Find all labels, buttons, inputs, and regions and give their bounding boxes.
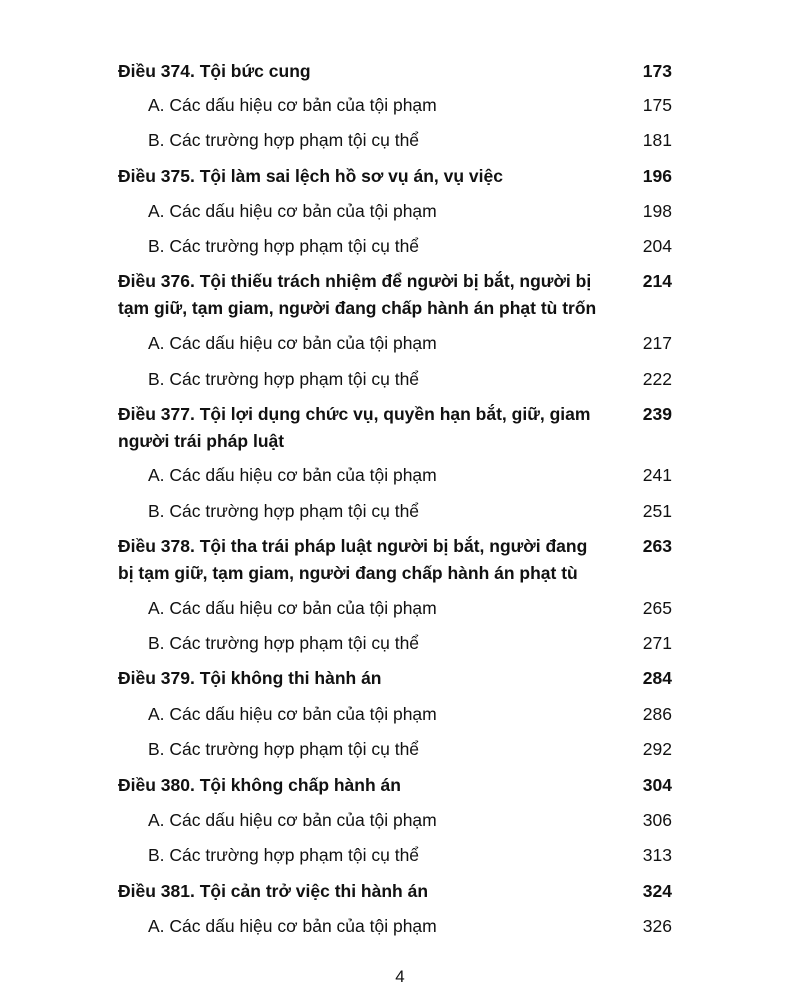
toc-page-number: 173 <box>642 61 672 81</box>
toc-page-number: 304 <box>642 775 672 795</box>
toc-section-title: A. Các dấu hiệu cơ bản của tội phạm <box>148 704 437 724</box>
toc-page-number: 271 <box>642 633 672 653</box>
toc-chapter-title: Điều 375. Tội làm sai lệch hồ sơ vụ án, vụ việc <box>118 166 503 186</box>
toc-section-title: A. Các dấu hiệu cơ bản của tội phạm <box>148 333 437 353</box>
toc-section-title: A. Các dấu hiệu cơ bản của tội phạm <box>148 201 437 221</box>
toc-section-title: B. Các trường hợp phạm tội cụ thể <box>148 633 420 653</box>
toc-page-number: 181 <box>642 130 672 150</box>
toc-chapter-title-line2: bị tạm giữ, tạm giam, người đang chấp hành án phạt tù <box>118 563 578 583</box>
toc-page-number: 306 <box>642 810 672 830</box>
toc-page-number: 284 <box>642 668 672 688</box>
toc-page-number: 263 <box>642 536 672 556</box>
toc-section-title: B. Các trường hợp phạm tội cụ thể <box>148 236 420 256</box>
toc-chapter-title-line2: tạm giữ, tạm giam, người đang chấp hành án phạt tù trốn <box>118 298 597 318</box>
toc-page-number: 217 <box>642 333 672 353</box>
toc-section-title: A. Các dấu hiệu cơ bản của tội phạm <box>148 465 437 485</box>
toc-section-title: B. Các trường hợp phạm tội cụ thể <box>148 845 420 865</box>
toc-page-number: 313 <box>642 845 672 865</box>
toc-chapter-title-line1: Điều 378. Tội tha trái pháp luật người bị bắt, người đang <box>118 536 588 556</box>
toc-page-number: 239 <box>642 404 672 424</box>
toc-chapter-title-line2: người trái pháp luật <box>118 431 285 451</box>
toc-chapter-title-line1: Điều 377. Tội lợi dụng chức vụ, quyền hạn bắt, giữ, giam <box>118 404 591 424</box>
toc-page-number: 286 <box>642 704 672 724</box>
toc-page-number: 222 <box>642 369 672 389</box>
toc-section-title: B. Các trường hợp phạm tội cụ thể <box>148 369 420 389</box>
toc-section-title: A. Các dấu hiệu cơ bản của tội phạm <box>148 916 437 936</box>
toc-chapter-title: Điều 380. Tội không chấp hành án <box>118 775 401 795</box>
toc-section-title: A. Các dấu hiệu cơ bản của tội phạm <box>148 95 437 115</box>
toc-page-number: 292 <box>642 739 672 759</box>
toc-page-number: 214 <box>642 271 672 291</box>
toc-page-number: 241 <box>642 465 672 485</box>
toc-section-title: A. Các dấu hiệu cơ bản của tội phạm <box>148 810 437 830</box>
toc-page-number: 204 <box>642 236 672 256</box>
toc-chapter-title: Điều 381. Tội cản trở việc thi hành án <box>118 881 429 901</box>
toc-section-title: B. Các trường hợp phạm tội cụ thể <box>148 130 420 150</box>
toc-section-title: B. Các trường hợp phạm tội cụ thể <box>148 501 420 521</box>
toc-page-number: 324 <box>642 881 672 901</box>
toc-page-number: 196 <box>642 166 672 186</box>
toc-page-number: 198 <box>642 201 672 221</box>
toc-section-title: A. Các dấu hiệu cơ bản của tội phạm <box>148 598 437 618</box>
toc-section-title: B. Các trường hợp phạm tội cụ thể <box>148 739 420 759</box>
toc-page-number: 326 <box>642 916 672 936</box>
toc-chapter-title: Điều 374. Tội bức cung <box>118 61 311 81</box>
footer-page-number: 4 <box>395 967 405 986</box>
toc-chapter-title-line1: Điều 376. Tội thiếu trách nhiệm để người bị bắt, người bị <box>118 271 592 291</box>
toc-chapter-title: Điều 379. Tội không thi hành án <box>118 668 382 688</box>
toc-page-number: 175 <box>642 95 672 115</box>
toc-page-number: 265 <box>642 598 672 618</box>
toc-page-number: 251 <box>642 501 672 521</box>
